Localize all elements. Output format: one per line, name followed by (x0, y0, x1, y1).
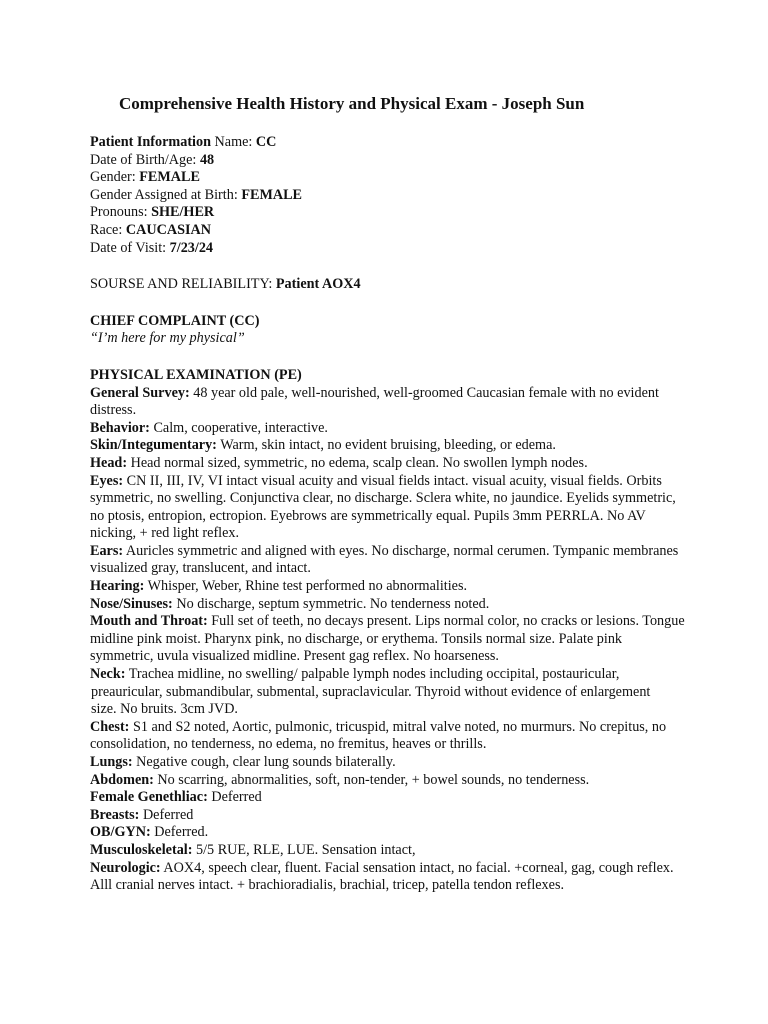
ears-line: Ears: Auricles symmetric and aligned with eyes. No discharge, normal cerumen. Tympanic membranes (90, 542, 679, 559)
general-survey-line: General Survey: 48 year old pale, well-nourished, well-groomed Caucasian female with no evident (90, 384, 659, 401)
dob-value: 48 (199, 151, 215, 168)
lungs-line: Lungs: Negative cough, clear lung sounds bilaterally. (90, 754, 396, 770)
mouth-line: Mouth and Throat: Full set of teeth, no decays present. Lips normal color, no cracks or lesions. Tongue (90, 613, 685, 630)
head-line: Head: Head normal sized, symmetric, no edema, scalp clean. No swollen lymph nodes. (90, 454, 588, 471)
gender-birth-line: Gender Assigned at Birth: FEMALE (90, 186, 303, 203)
race-line: Race: CAUCASIAN (90, 221, 211, 238)
ears-line-2: visualized gray, translucent, and intact. (90, 560, 311, 577)
patient-name-line: Patient Information Name: CC (90, 134, 277, 150)
musculoskeletal-line: Musculoskeletal: 5/5 RUE, RLE, LUE. Sensation intact, (90, 841, 416, 858)
neck-line-2: preauricular, submandibular, submental, supraclavicular. Thyroid without evidence of enlargement (91, 683, 651, 700)
hearing-line: Hearing: Whisper, Weber, Rhine test performed no abnormalities. (90, 578, 468, 595)
spacer (90, 294, 690, 313)
pronouns-line: Pronouns: SHE/HER (90, 204, 215, 221)
source-value: Patient AOX4 (275, 276, 361, 293)
breasts-line: Breasts: Deferred (90, 806, 194, 823)
neck-line-3: size. No bruits. 3cm JVD. (91, 701, 238, 718)
spacer (90, 348, 690, 367)
obgyn-line: OB/GYN: Deferred. (90, 824, 209, 841)
mouth-line-2: midline pink moist. Pharynx pink, no discharge, or erythema. Tonsils normal size. Palate pink (90, 630, 623, 647)
eyes-line-4: nicking, + red light reflex. (90, 525, 240, 542)
eyes-line-2: symmetric, no swelling. Conjunctiva clear, no discharge. Sclera white, no jaundice. Eyelids symmetric, (90, 490, 676, 507)
race-value: CAUCASIAN (125, 221, 211, 238)
physical-exam-heading: PHYSICAL EXAMINATION (PE) (90, 366, 302, 383)
patient-name-value: CC (255, 134, 277, 150)
document-title: Comprehensive Health History and Physical Exam - Joseph Sun (119, 94, 585, 113)
mouth-line-3: symmetric, uvula visualized midline. Present gag reflex. No hoarseness. (90, 648, 499, 665)
behavior-line: Behavior: Calm, cooperative, interactive. (90, 419, 328, 436)
spacer (90, 257, 690, 276)
gender-line: Gender: FEMALE (90, 169, 200, 186)
source-line: SOURSE AND RELIABILITY: Patient AOX4 (90, 276, 361, 293)
eyes-line-3: no ptosis, entropion, ectropion. Eyebrows are symmetrically equal. Pupils 3mm PERRLA. No AV (90, 507, 646, 524)
eyes-line: Eyes: CN II, III, IV, VI intact visual acuity and visual fields intact. visual acuity, visual fields. Orbits (90, 472, 662, 489)
gender-birth-value: FEMALE (241, 186, 303, 203)
chest-line-2: consolidation, no tenderness, no edema, no fremitus, heaves or thrills. (90, 736, 487, 753)
nose-line: Nose/Sinuses: No discharge, septum symmetric. No tenderness noted. (90, 595, 490, 612)
neurologic-line: Neurologic: AOX4, speech clear, fluent. Facial sensation intact, no facial. +corneal, gag, cough reflex. (90, 859, 674, 876)
visit-date-line: Date of Visit: 7/23/24 (90, 239, 214, 256)
visit-date-value: 7/23/24 (169, 239, 214, 256)
general-survey-line-2: distress. (90, 402, 137, 419)
skin-line: Skin/Integumentary: Warm, skin intact, no evident bruising, bleeding, or edema. (90, 437, 556, 454)
neck-line: Neck: Trachea midline, no swelling/ palpable lymph nodes including occipital, postauricular, (90, 666, 620, 683)
pronouns-value: SHE/HER (151, 204, 215, 221)
chief-complaint-quote: “I’m here for my physical” (90, 330, 245, 347)
chief-complaint-heading: CHIEF COMPLAINT (CC) (90, 312, 260, 329)
document-body (90, 134, 690, 895)
patient-info-heading: Patient Information (90, 134, 211, 150)
gender-value: FEMALE (139, 169, 200, 186)
dob-line: Date of Birth/Age: 48 (90, 151, 215, 168)
neurologic-line-2: Alll cranial nerves intact. + brachioradialis, brachial, tricep, patella tendon reflexes. (90, 877, 565, 894)
genital-line: Female Genethliac: Deferred (90, 789, 262, 806)
abdomen-line: Abdomen: No scarring, abnormalities, soft, non-tender, + bowel sounds, no tenderness. (90, 771, 590, 788)
chest-line: Chest: S1 and S2 noted, Aortic, pulmonic, tricuspid, mitral valve noted, no murmurs. No crepitus, no (90, 718, 667, 735)
